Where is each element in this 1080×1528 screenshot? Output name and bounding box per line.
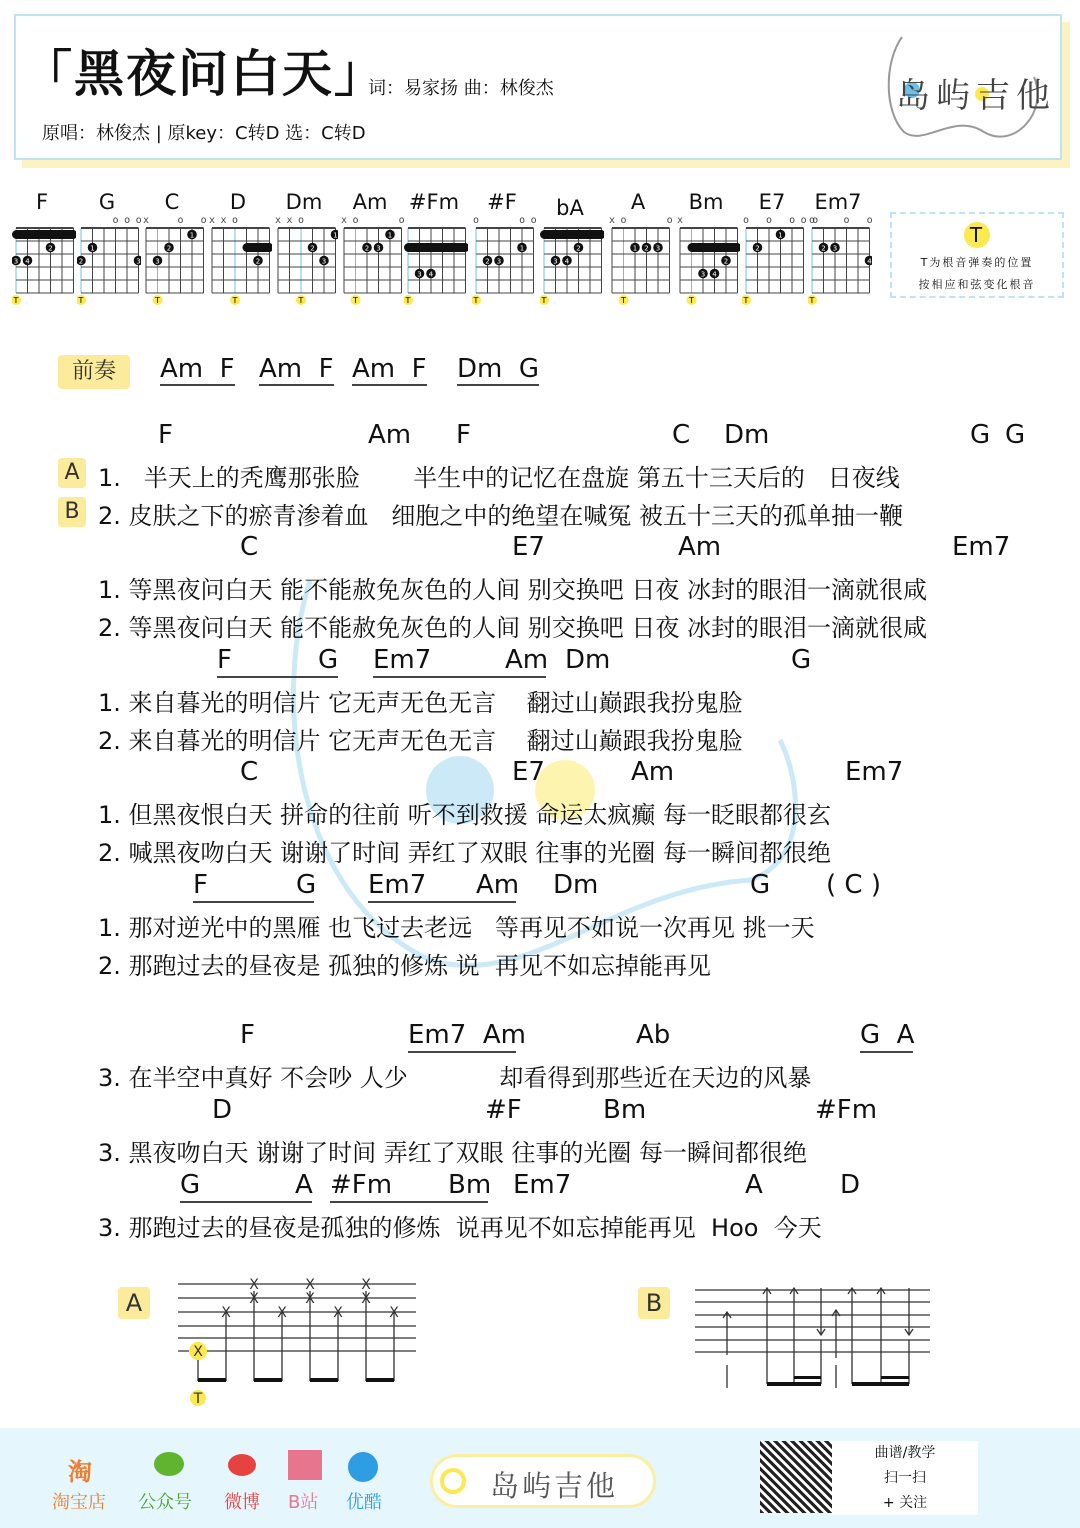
open-string-marks: ooo — [78, 215, 148, 226]
lyric-line: 1. 来自暮光的明信片 它无声无色无言 翻过山巅跟我扮鬼脸 — [98, 689, 743, 717]
svg-text:3: 3 — [832, 244, 838, 253]
svg-text:3: 3 — [496, 257, 502, 266]
qr-caption-2: 扫一扫 — [884, 1470, 926, 1486]
svg-text:2: 2 — [255, 257, 261, 266]
chord-label: Bm — [448, 1170, 492, 1200]
chord-diagram-F — [12, 212, 76, 312]
chord-label: F — [456, 420, 471, 450]
chord-label: D — [840, 1170, 861, 1200]
lyric-line: 1. 等黑夜问白天 能不能赦免灰色的人间 别交换吧 日夜 冰封的眼泪一滴就很咸 — [98, 576, 928, 604]
chord-label: Am — [476, 870, 520, 900]
svg-text:4: 4 — [25, 257, 30, 266]
search-text[interactable]: 岛屿吉他 — [490, 1469, 619, 1503]
prelude-badge: 前奏 — [58, 355, 130, 389]
svg-text:T: T — [689, 296, 694, 305]
chord-diagram-#Fm — [404, 212, 468, 312]
svg-text:T: T — [405, 296, 411, 305]
root-note-legend — [890, 212, 1064, 298]
svg-text:4: 4 — [428, 270, 434, 279]
qr-caption-3[interactable]: + 关注 — [882, 1495, 928, 1511]
chord-underline — [373, 676, 546, 678]
chord-underline — [860, 1051, 913, 1053]
open-string-marks: o o ooo — [743, 215, 824, 226]
lyric-line: 1. 那对逆光中的黑雁 也飞过去老远 等再见不如说一次再见 挑一天 — [98, 914, 815, 942]
chord-label: Am — [631, 757, 675, 787]
chord-diagram-name: Am — [352, 190, 388, 214]
open-string-marks: xo o — [341, 215, 411, 226]
prelude-chord-group: Am F — [160, 354, 235, 384]
chord-diagram-name: bA — [556, 196, 584, 220]
lyric-line: 1. 半天上的秃鹰那张脸 半生中的记忆在盘旋 第五十三天后的 日夜线 — [98, 464, 900, 492]
chord-label: G — [318, 645, 339, 675]
logo-text: 岛屿吉他 — [896, 76, 1056, 116]
svg-text:T: T — [155, 296, 160, 305]
chord-label: G — [791, 645, 812, 675]
pattern-a-badge: A — [118, 1287, 150, 1319]
open-string-marks: o oo — [473, 215, 543, 226]
prelude-chord-group: Am F — [352, 354, 427, 384]
chord-diagram-name: Dm — [285, 190, 323, 214]
svg-text:T: T — [541, 296, 547, 305]
svg-text:T: T — [809, 296, 815, 305]
svg-text:X: X — [333, 1305, 343, 1321]
svg-text:3: 3 — [417, 270, 422, 279]
taobao-icon[interactable]: 淘 — [68, 1458, 92, 1486]
open-string-marks: o o o — [809, 215, 879, 226]
wechat-link[interactable]: 公众号 — [138, 1492, 192, 1513]
lyric-line: 2. 皮肤之下的瘀青渗着血 细胞之中的绝望在喊冤 被五十三天的孤单抽一鞭 — [98, 502, 904, 530]
chord-underline — [408, 1051, 516, 1053]
chord-diagram-C — [142, 212, 206, 312]
chord-label: E7 — [512, 532, 545, 562]
svg-text:2: 2 — [485, 257, 490, 266]
chord-label: #Fm — [330, 1170, 393, 1200]
chord-diagram-name: A — [630, 190, 646, 214]
chord-diagram-D — [208, 212, 272, 312]
chord-label: ( C ) — [826, 870, 881, 900]
barre-mark — [404, 243, 468, 252]
song-title: 「黑夜问白天」 — [22, 45, 386, 103]
lyric-line: 2. 来自暮光的明信片 它无声无色无言 翻过山巅跟我扮鬼脸 — [98, 727, 743, 755]
svg-text:2: 2 — [48, 244, 53, 253]
lyric-line: 3. 那跑过去的昼夜是孤独的修炼 说再见不如忘掉能再见 Hoo 今天 — [98, 1214, 822, 1242]
svg-text:2: 2 — [576, 244, 581, 253]
svg-text:2: 2 — [644, 244, 649, 253]
open-string-marks: xxo — [275, 215, 345, 226]
svg-text:X: X — [389, 1305, 399, 1321]
svg-text:2: 2 — [364, 244, 370, 253]
svg-text:1: 1 — [519, 244, 525, 253]
lyric-line: 3. 在半空中真好 不会吵 人少 却看得到那些近在天边的风暴 — [98, 1064, 812, 1092]
svg-text:T: T — [78, 296, 84, 305]
chord-diagram-name: F — [35, 190, 49, 214]
chord-label: #F — [485, 1095, 522, 1125]
chord-label: E7 — [512, 757, 545, 787]
song-meta: 原唱：林俊杰 | 原key：C转D 选：C转D — [42, 123, 366, 144]
svg-text:T: T — [13, 296, 19, 305]
svg-text:1: 1 — [333, 231, 338, 240]
barre-mark — [12, 230, 76, 239]
weibo-link[interactable]: 微博 — [224, 1492, 260, 1513]
chord-diagram-name: C — [164, 190, 180, 214]
chord-label: Am — [678, 532, 722, 562]
svg-text:3: 3 — [376, 244, 381, 253]
chord-diagram-name: Bm — [688, 190, 724, 214]
svg-text:2: 2 — [723, 257, 729, 266]
wechat-icon[interactable] — [154, 1452, 184, 1476]
svg-text:T: T — [353, 296, 358, 305]
chord-diagram-Em7 — [808, 212, 872, 312]
barre-mark — [243, 243, 273, 252]
chord-diagram-A — [608, 212, 672, 312]
svg-text:X: X — [249, 1277, 259, 1293]
svg-text:2: 2 — [166, 244, 172, 253]
svg-text:2: 2 — [78, 257, 84, 266]
chord-label: Bm — [603, 1095, 647, 1125]
svg-text:2: 2 — [755, 244, 760, 253]
chord-diagram-Dm — [274, 212, 338, 312]
chord-label: G A — [860, 1020, 915, 1050]
chord-label: Dm — [553, 870, 599, 900]
chord-label: Dm — [724, 420, 770, 450]
open-string-marks: x — [677, 215, 747, 226]
bilibili-icon[interactable] — [288, 1450, 322, 1480]
chord-underline — [193, 901, 314, 903]
svg-text:1: 1 — [632, 244, 638, 253]
svg-text:1: 1 — [189, 231, 195, 240]
chord-diagram-G — [77, 212, 141, 312]
chord-diagram-name: #Fm — [408, 190, 460, 214]
svg-text:X: X — [361, 1291, 371, 1307]
chord-label: F — [217, 645, 232, 675]
barre-mark — [540, 230, 604, 239]
chord-label: Em7 Am — [408, 1020, 526, 1050]
youku-link[interactable]: 优酷 — [346, 1492, 382, 1513]
chord-diagram-bA — [540, 212, 604, 312]
svg-text:2: 2 — [821, 244, 826, 253]
svg-text:X: X — [277, 1305, 287, 1321]
chord-diagram-Am — [340, 212, 404, 312]
chord-label: #Fm — [815, 1095, 878, 1125]
section-b-badge: B — [58, 497, 86, 527]
chord-label: Ab — [636, 1020, 671, 1050]
svg-text:2: 2 — [310, 244, 315, 253]
chord-diagram-name: E7 — [758, 190, 786, 214]
chord-label: Em7 — [513, 1170, 572, 1200]
chord-label: G — [296, 870, 317, 900]
svg-text:X: X — [361, 1277, 371, 1293]
chord-label: G — [180, 1170, 201, 1200]
strumming-pattern-b — [690, 1280, 935, 1395]
chord-label: C — [240, 757, 259, 787]
chord-label: F — [158, 420, 173, 450]
svg-text:1: 1 — [387, 231, 393, 240]
qr-caption — [832, 1441, 978, 1515]
svg-text:X: X — [249, 1291, 259, 1307]
svg-text:T: T — [473, 296, 479, 305]
chord-label: F — [193, 870, 208, 900]
open-string-marks: xo o — [609, 215, 679, 226]
svg-text:1: 1 — [90, 244, 95, 253]
chord-diagram-Bm — [676, 212, 740, 312]
weibo-icon[interactable] — [228, 1454, 256, 1476]
song-credits: 词：易家扬 曲：林俊杰 — [368, 78, 554, 99]
svg-text:3: 3 — [700, 270, 706, 279]
svg-text:4: 4 — [712, 270, 717, 279]
svg-text:3: 3 — [13, 257, 19, 266]
root-t-marker: T — [193, 1391, 203, 1407]
svg-text:X: X — [305, 1291, 315, 1307]
svg-text:1: 1 — [778, 231, 783, 240]
qr-code-icon — [760, 1441, 832, 1513]
picking-pattern-a — [170, 1276, 420, 1411]
chord-diagram-name: #F — [487, 190, 517, 214]
lyric-line: 2. 等黑夜问白天 能不能赦免灰色的人间 别交换吧 日夜 冰封的眼泪一滴就很咸 — [98, 614, 928, 642]
lyric-line: 1. 但黑夜恨白天 拼命的往前 听不到救援 命运太疯癫 每一眨眼都很玄 — [98, 801, 832, 829]
chord-underline — [180, 1201, 312, 1203]
chord-label: Am — [505, 645, 549, 675]
pattern-b-badge: B — [638, 1287, 670, 1319]
chord-underline — [368, 901, 516, 903]
prelude-chord-group: Dm G — [457, 354, 540, 384]
barre-mark — [688, 243, 741, 252]
chord-diagram-name: G — [98, 190, 116, 214]
prelude-chord-group: Am F — [259, 354, 334, 384]
svg-text:X: X — [193, 1344, 203, 1360]
chord-label: G — [970, 420, 991, 450]
lyric-line: 2. 喊黑夜吻白天 谢谢了时间 弄红了双眼 往事的光圈 每一瞬间都很绝 — [98, 839, 832, 867]
chord-label: G — [750, 870, 771, 900]
root-t-icon: T — [964, 222, 990, 248]
lyric-line: 2. 那跑过去的昼夜是 孤独的修炼 说 再见不如忘掉能再见 — [98, 952, 712, 980]
taobao-link[interactable]: 淘宝店 — [52, 1492, 106, 1513]
search-icon — [440, 1468, 466, 1494]
chord-diagram-E7 — [742, 212, 806, 312]
chord-label: Em7 — [952, 532, 1011, 562]
svg-text:4: 4 — [867, 257, 872, 266]
bilibili-link[interactable]: B站 — [288, 1492, 319, 1513]
section-a-badge: A — [58, 458, 86, 488]
chord-diagram-#F — [472, 212, 536, 312]
chord-underline — [217, 676, 338, 678]
svg-text:T: T — [743, 296, 749, 305]
chord-label: F — [240, 1020, 255, 1050]
chord-label: Dm — [565, 645, 611, 675]
chord-label: C — [672, 420, 691, 450]
svg-text:X: X — [221, 1305, 231, 1321]
legend-line-2: 按相应和弦变化根音 — [918, 278, 1036, 291]
svg-text:T: T — [298, 296, 304, 305]
lyric-line: 3. 黑夜吻白天 谢谢了时间 弄红了双眼 往事的光圈 每一瞬间都很绝 — [98, 1139, 808, 1167]
svg-text:3: 3 — [136, 257, 141, 266]
chord-label: C — [240, 532, 259, 562]
open-string-marks: xxo — [209, 215, 279, 226]
svg-text:3: 3 — [155, 257, 160, 266]
youku-icon[interactable] — [348, 1452, 378, 1482]
chord-label: G — [1005, 420, 1026, 450]
svg-text:T: T — [621, 296, 626, 305]
chord-label: A — [295, 1170, 313, 1200]
svg-text:X: X — [305, 1277, 315, 1293]
chord-label: Em7 — [373, 645, 432, 675]
svg-text:3: 3 — [553, 257, 558, 266]
legend-line-1: T为根音弹奏的位置 — [920, 256, 1034, 269]
open-string-marks: x o o — [143, 215, 213, 226]
svg-text:3: 3 — [321, 257, 327, 266]
chord-label: Am — [368, 420, 412, 450]
chord-label: A — [745, 1170, 763, 1200]
svg-text:3: 3 — [655, 244, 661, 253]
chord-diagram-name: Em7 — [814, 190, 862, 214]
svg-text:4: 4 — [564, 257, 570, 266]
svg-text:T: T — [232, 296, 238, 305]
qr-caption-1: 曲谱/教学 — [874, 1445, 936, 1461]
chord-diagram-name: D — [229, 190, 247, 214]
chord-label: Em7 — [368, 870, 427, 900]
chord-label: Em7 — [845, 757, 904, 787]
chord-underline — [330, 1201, 488, 1203]
chord-label: D — [212, 1095, 233, 1125]
